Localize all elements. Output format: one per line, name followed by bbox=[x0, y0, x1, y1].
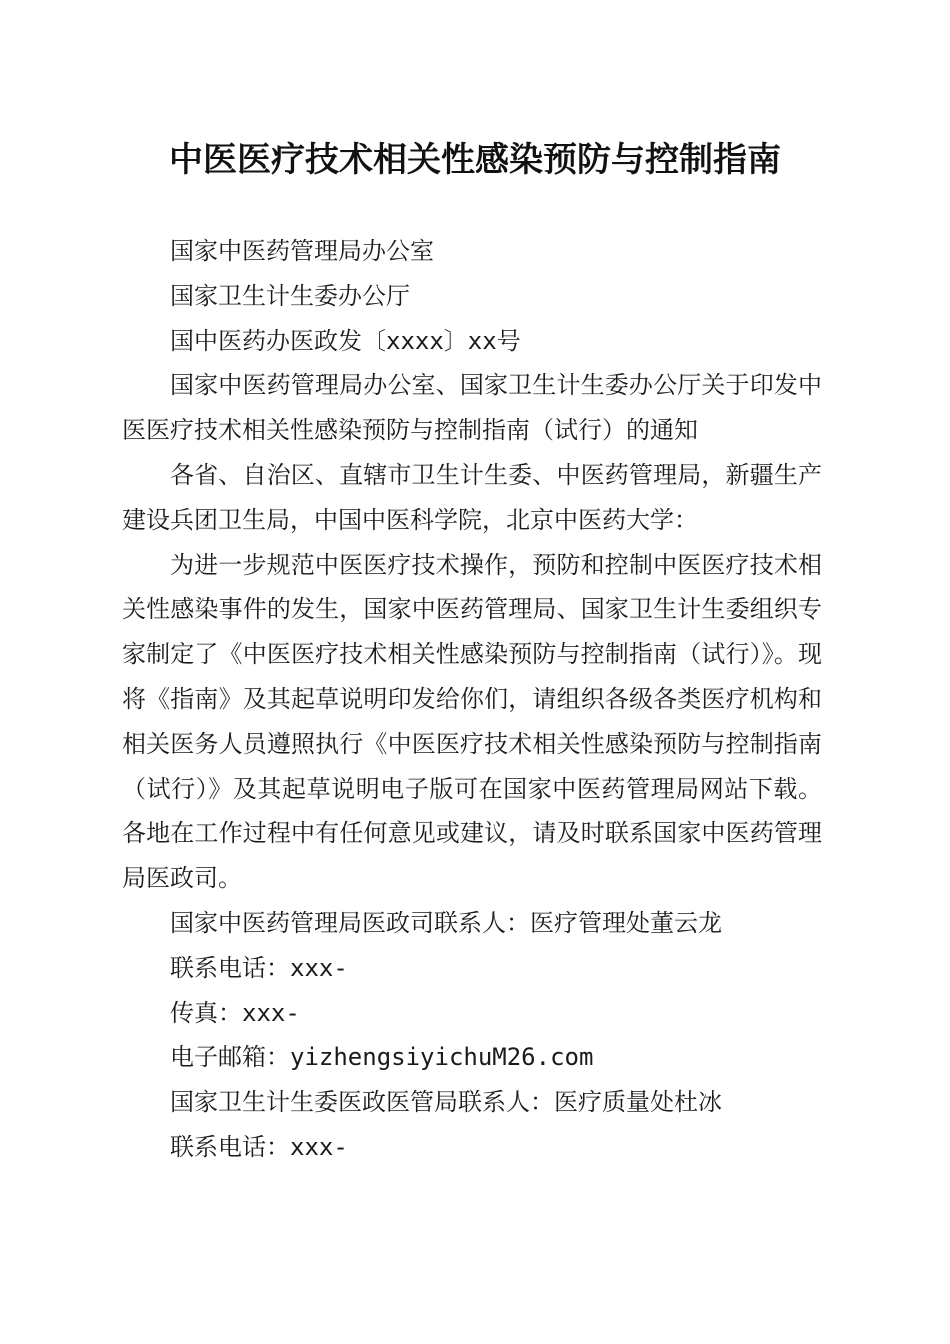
contact-fax: 传真：xxx- bbox=[170, 998, 300, 1027]
main-paragraph: 为进一步规范中医医疗技术操作，预防和控制中医医疗技术相关性感染事件的发生，国家中医药管理局、国家卫生计生委组织专家制定了《中医医疗技术相关性感染预防与控制指南（试行）》。现将《指南》及其起草说明印发给你们，请组织各级各类医疗机构和相关医务人员遵照执行《中医医疗技术相关性感染预防与控制指南（试行）》及其起草说明电子版可在国家中医药管理局网站下载。各地在工作过程中有任何意见或建议，请及时联系国家中医药管理局医政司。 bbox=[122, 550, 822, 893]
document-number: 国中医药办医政发〔xxxx〕xx号 bbox=[170, 326, 521, 355]
contact-phone-1: 联系电话：xxx- bbox=[170, 953, 348, 982]
contact-email: 电子邮箱：yizhengsiyichuM26.com bbox=[170, 1043, 594, 1072]
contact-phone-2: 联系电话：xxx- bbox=[170, 1132, 348, 1161]
recipients: 各省、自治区、直辖市卫生计生委、中医药管理局，新疆生产建设兵团卫生局，中国中医科学院，北京中医药大学： bbox=[122, 460, 822, 534]
document-body bbox=[122, 229, 822, 1170]
contact-person-1: 国家中医药管理局医政司联系人：医疗管理处董云龙 bbox=[170, 908, 722, 937]
document-title: 中医医疗技术相关性感染预防与控制指南 bbox=[169, 140, 781, 180]
contact-person-2: 国家卫生计生委医政医管局联系人：医疗质量处杜冰 bbox=[170, 1088, 722, 1117]
issuer-line-2: 国家卫生计生委办公厅 bbox=[170, 281, 410, 310]
issuer-line-1: 国家中医药管理局办公室 bbox=[170, 237, 434, 265]
notice-title: 国家中医药管理局办公室、国家卫生计生委办公厅关于印发中医医疗技术相关性感染预防与控制指南（试行）的通知 bbox=[122, 371, 822, 445]
